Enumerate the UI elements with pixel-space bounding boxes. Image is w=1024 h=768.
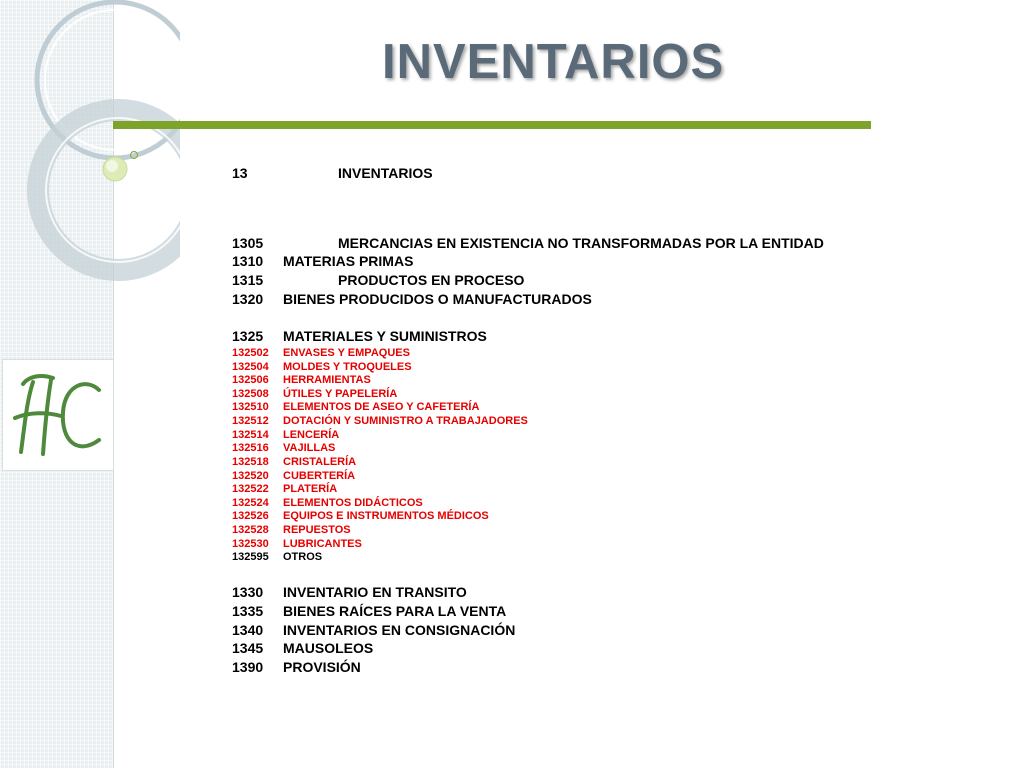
subaccount-label: EQUIPOS E INSTRUMENTOS MÉDICOS [283,510,489,522]
page-title: INVENTARIOS [382,35,725,89]
subaccount-label: PLATERÍA [283,483,338,495]
subaccount-label: VAJILLAS [283,442,336,454]
subaccount-label: OTROS [283,551,323,563]
account-label: PRODUCTOS EN PROCESO [338,272,525,288]
account-label: MATERIALES Y SUMINISTROS [283,328,487,344]
account-code: 1310 [232,253,264,269]
account-row [232,252,413,270]
subaccount-label: MOLDES Y TROQUELES [283,361,412,373]
subaccount-label: LENCERÍA [283,429,340,441]
subaccount-label: REPUESTOS [283,524,351,536]
subaccount-row [232,387,397,401]
subaccount-label: ELEMENTOS DE ASEO Y CAFETERÍA [283,401,480,413]
subaccount-row [232,455,356,469]
subaccount-row [232,550,322,564]
account-row [232,271,524,289]
account-row [232,290,592,308]
account-code: 1325 [232,328,264,344]
account-label: BIENES PRODUCIDOS O MANUFACTURADOS [283,291,592,307]
subaccount-row [232,509,489,523]
account-row [232,234,824,252]
decorative-rings [0,0,180,300]
account-label: BIENES RAÍCES PARA LA VENTA [283,603,507,619]
subaccount-label: ENVASES Y EMPAQUES [283,347,410,359]
subaccount-code: 132595 [232,551,269,563]
subaccount-row [232,537,362,551]
subaccount-code: 132512 [232,415,269,427]
subaccount-label: CRISTALERÍA [283,456,357,468]
subaccount-code: 132522 [232,483,269,495]
subaccount-code: 132510 [232,401,269,413]
account-code: 1305 [232,235,264,251]
account-label: INVENTARIOS EN CONSIGNACIÓN [283,622,516,638]
account-label: PROVISIÓN [283,659,361,675]
account-row [232,327,487,345]
subaccount-label: CUBERTERÍA [283,470,356,482]
account-code: 1320 [232,291,264,307]
subaccount-row [232,360,412,374]
subaccount-label: HERRAMIENTAS [283,374,371,386]
subaccount-code: 132524 [232,497,269,509]
account-code: 1330 [232,584,264,600]
account-label: MATERIAS PRIMAS [283,253,414,269]
account-row [232,621,515,639]
account-label: MERCANCIAS EN EXISTENCIA NO TRANSFORMADAS POR LA ENTIDAD [338,235,824,251]
account-code: 13 [232,165,248,181]
account-code: 1340 [232,622,264,638]
subaccount-row [232,400,479,414]
subaccount-code: 132518 [232,456,269,468]
account-row [232,602,506,620]
title-underline [113,121,871,129]
subaccount-row [232,469,355,483]
account-code: 1315 [232,272,264,288]
account-code: 1335 [232,603,264,619]
subaccount-row [232,346,410,360]
account-code: 1345 [232,640,264,656]
account-label: INVENTARIOS [338,165,433,181]
account-row [232,164,433,182]
account-label: MAUSOLEOS [283,640,374,656]
account-code: 1390 [232,659,264,675]
subaccount-code: 132526 [232,510,269,522]
subaccount-code: 132516 [232,442,269,454]
subaccount-code: 132508 [232,388,269,400]
account-label: INVENTARIO EN TRANSITO [283,584,467,600]
subaccount-row [232,441,335,455]
subaccount-code: 132506 [232,374,269,386]
subaccount-code: 132528 [232,524,269,536]
subaccount-label: LUBRICANTES [283,538,362,550]
subaccount-label: DOTACIÓN Y SUMINISTRO A TRABAJADORES [283,415,528,427]
subaccount-row [232,523,351,537]
subaccount-row [232,428,339,442]
subaccount-code: 132504 [232,361,269,373]
subaccount-code: 132502 [232,347,269,359]
hc-logo [2,359,114,471]
subaccount-row [232,482,337,496]
subaccount-row [232,414,528,428]
account-row [232,639,373,657]
subaccount-code: 132530 [232,538,269,550]
account-row [232,658,361,676]
subaccount-label: ELEMENTOS DIDÁCTICOS [283,497,423,509]
subaccount-code: 132520 [232,470,269,482]
subaccount-code: 132514 [232,429,269,441]
subaccount-label: ÚTILES Y PAPELERÍA [283,388,398,400]
subaccount-row [232,496,423,510]
account-row [232,583,467,601]
subaccount-row [232,373,371,387]
